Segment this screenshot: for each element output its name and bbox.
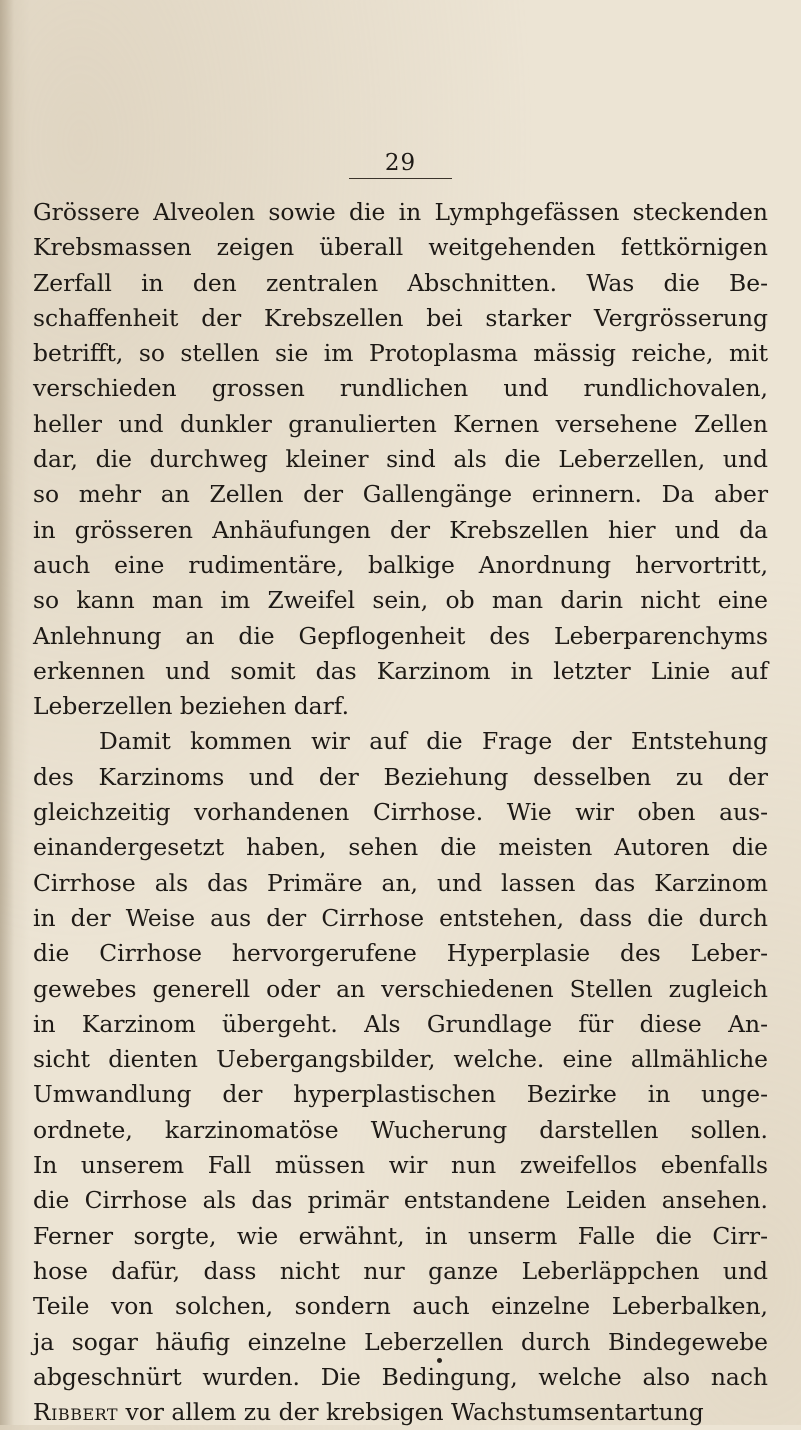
- text-line: Grössere Alveolen sowie die in Lymphgefässen steckenden: [33, 198, 768, 226]
- text-line: ordnete, karzinomatöse Wucherung darstellen sollen.: [33, 1115, 768, 1144]
- text-line: gewebes generell oder an verschiedenen Stellen zugleich: [33, 974, 768, 1003]
- text-line: abgeschnürt wurden. Die Bedingung, welche also nach: [33, 1362, 768, 1391]
- text-line: heller und dunkler granulierten Kernen versehene Zellen: [33, 409, 768, 438]
- text-line: verschieden grossen rundlichen und rundlichovalen,: [33, 374, 768, 403]
- text-line: hose dafür, dass nicht nur ganze Leberläppchen und: [33, 1256, 768, 1285]
- text-line: die Cirrhose als das primär entstandene Leiden ansehen.: [33, 1186, 768, 1215]
- text-line: Ferner sorgte, wie erwähnt, in unserm Falle die Cirr-: [33, 1221, 768, 1250]
- paper-speck: [437, 1358, 442, 1363]
- text-line: Anlehnung an die Gepflogenheit des Leberparenchyms: [33, 621, 768, 650]
- body-text: [33, 195, 768, 1430]
- text-line: Leberzellen beziehen darf.: [33, 692, 350, 721]
- author-name: Ribbert: [33, 1398, 119, 1427]
- text-line: in der Weise aus der Cirrhose entstehen, dass die durch: [33, 903, 768, 932]
- page-header: [0, 150, 801, 179]
- text-line: in Karzinom übergeht. Als Grundlage für diese An-: [33, 1009, 768, 1038]
- text-line: schaffenheit der Krebszellen bei starker Vergrösserung: [33, 303, 768, 332]
- text-line: erkennen und somit das Karzinom in letzter Linie auf: [33, 656, 768, 685]
- text-line: dar, die durchweg kleiner sind als die Leberzellen, und: [33, 445, 768, 474]
- text-line: so mehr an Zellen der Gallengänge erinnern. Da aber: [33, 480, 768, 509]
- text-line-rest: vor allem zu der krebsigen Wachstumsentartung: [118, 1398, 704, 1427]
- text-line: auch eine rudimentäre, balkige Anordnung hervortritt,: [33, 550, 768, 579]
- text-line: einandergesetzt haben, sehen die meisten Autoren die: [33, 833, 768, 862]
- text-line: Krebsmassen zeigen überall weitgehenden fettkörnigen: [33, 233, 768, 262]
- text-line: Teile von solchen, sondern auch einzelne Leberbalken,: [33, 1292, 768, 1321]
- text-line: so kann man im Zweifel sein, ob man darin nicht eine: [33, 586, 768, 615]
- text-line: in grösseren Anhäufungen der Krebszellen hier und da: [33, 515, 768, 544]
- page-number: 29: [349, 150, 452, 179]
- text-line: Umwandlung der hyperplastischen Bezirke in unge-: [33, 1080, 768, 1109]
- text-line: gleichzeitig vorhandenen Cirrhose. Wie wir oben aus-: [33, 798, 768, 827]
- text-line: ja sogar häufig einzelne Leberzellen durch Bindegewebe: [33, 1327, 768, 1356]
- text-line: In unserem Fall müssen wir nun zweifellos ebenfalls: [33, 1151, 768, 1180]
- page-spine-shadow: [0, 0, 14, 1425]
- text-line: Zerfall in den zentralen Abschnitten. Was die Be-: [33, 268, 768, 297]
- text-line: die Cirrhose hervorgerufene Hyperplasie des Leber-: [33, 939, 768, 968]
- text-line: Cirrhose als das Primäre an, und lassen das Karzinom: [33, 868, 768, 897]
- text-line: Damit kommen wir auf die Frage der Entstehung: [99, 727, 768, 756]
- text-line: des Karzinoms und der Beziehung desselben zu der: [33, 762, 768, 791]
- text-line: betrifft, so stellen sie im Protoplasma mässig reiche, mit: [33, 339, 768, 368]
- paragraph-1: [33, 195, 768, 724]
- text-line: sicht dienten Uebergangsbilder, welche. eine allmähliche: [33, 1045, 768, 1074]
- paragraph-2: [33, 724, 768, 1430]
